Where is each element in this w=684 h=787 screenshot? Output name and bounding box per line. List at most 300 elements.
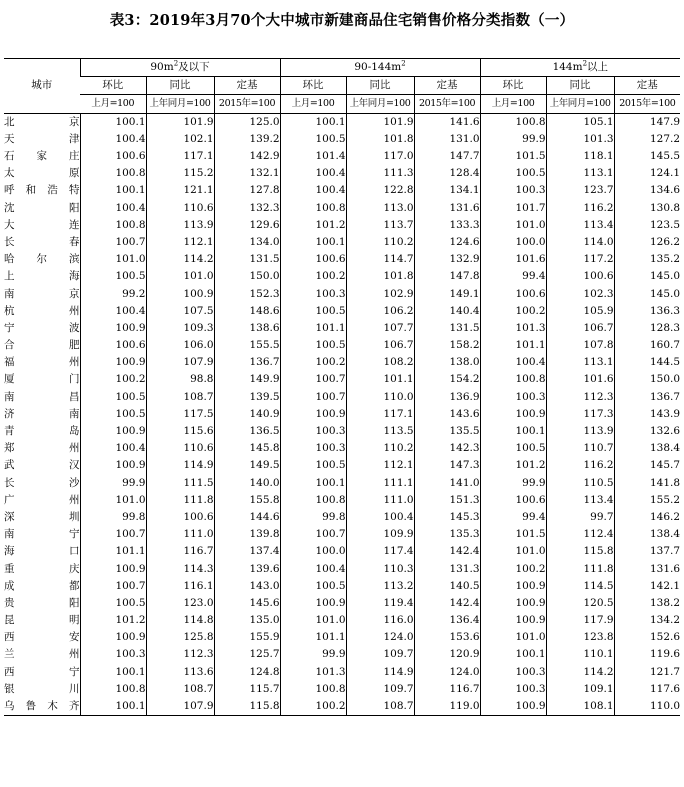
value-cell: 100.3: [280, 440, 346, 457]
table-row: [4, 251, 680, 268]
value-cell: 147.8: [414, 268, 480, 285]
metric-header: 同比: [146, 77, 214, 95]
value-cell: 100.2: [280, 268, 346, 285]
value-cell: 100.9: [80, 629, 146, 646]
value-cell: 100.4: [346, 509, 414, 526]
value-cell: 111.1: [346, 475, 414, 492]
city-cell: 贵阳: [4, 596, 80, 609]
value-cell: 108.7: [346, 698, 414, 716]
value-cell: 110.2: [346, 440, 414, 457]
value-cell: 100.7: [280, 389, 346, 406]
group-header: $90m^2$及以下: [80, 59, 280, 77]
value-cell: 100.2: [480, 303, 546, 320]
value-cell: 140.5: [414, 578, 480, 595]
value-cell: 111.5: [146, 475, 214, 492]
value-cell: 141.8: [614, 475, 680, 492]
value-cell: 136.5: [214, 423, 280, 440]
value-cell: 110.3: [346, 560, 414, 577]
value-cell: 111.3: [346, 165, 414, 182]
value-cell: 100.2: [80, 371, 146, 388]
value-cell: 100.9: [280, 595, 346, 612]
value-cell: 151.3: [414, 492, 480, 509]
value-cell: 99.4: [480, 509, 546, 526]
city-cell: 呼和浩特: [4, 184, 80, 197]
value-cell: 101.2: [280, 217, 346, 234]
value-cell: 101.9: [146, 113, 214, 131]
value-cell: 100.1: [480, 646, 546, 663]
value-cell: 142.4: [414, 543, 480, 560]
value-cell: 150.0: [214, 268, 280, 285]
value-cell: 100.7: [280, 371, 346, 388]
value-cell: 131.0: [414, 131, 480, 148]
value-cell: 155.9: [214, 629, 280, 646]
value-cell: 112.1: [146, 234, 214, 251]
value-cell: 105.1: [546, 113, 614, 131]
value-cell: 140.9: [214, 406, 280, 423]
table-row: [4, 457, 680, 474]
value-cell: 101.8: [346, 268, 414, 285]
table-row: [4, 681, 680, 698]
value-cell: 117.2: [546, 251, 614, 268]
city-cell: 成都: [4, 579, 80, 592]
value-cell: 116.1: [146, 578, 214, 595]
value-cell: 117.6: [614, 681, 680, 698]
value-cell: 102.1: [146, 131, 214, 148]
value-cell: 100.4: [480, 354, 546, 371]
value-cell: 135.5: [414, 423, 480, 440]
city-cell: 北京: [4, 115, 80, 128]
value-cell: 155.2: [614, 492, 680, 509]
unit-header: 上年同月=100: [546, 95, 614, 113]
value-cell: 110.2: [346, 234, 414, 251]
value-cell: 124.8: [214, 664, 280, 681]
value-cell: 113.4: [546, 217, 614, 234]
table-row: [4, 354, 680, 371]
value-cell: 100.4: [80, 131, 146, 148]
table-row: [4, 629, 680, 646]
value-cell: 100.2: [280, 354, 346, 371]
table-row: [4, 268, 680, 285]
value-cell: 138.4: [614, 440, 680, 457]
value-cell: 110.5: [546, 475, 614, 492]
value-cell: 114.9: [346, 664, 414, 681]
value-cell: 99.9: [280, 646, 346, 663]
value-cell: 120.5: [546, 595, 614, 612]
metric-header: 同比: [346, 77, 414, 95]
value-cell: 112.3: [146, 646, 214, 663]
value-cell: 99.8: [80, 509, 146, 526]
value-cell: 116.7: [414, 681, 480, 698]
value-cell: 100.3: [480, 389, 546, 406]
value-cell: 100.9: [80, 320, 146, 337]
value-cell: 101.0: [80, 492, 146, 509]
value-cell: 100.3: [480, 182, 546, 199]
city-cell: 银川: [4, 682, 80, 695]
value-cell: 133.3: [414, 217, 480, 234]
value-cell: 100.0: [280, 543, 346, 560]
table-row: [4, 578, 680, 595]
value-cell: 160.7: [614, 337, 680, 354]
table-row: [4, 475, 680, 492]
value-cell: 113.0: [346, 200, 414, 217]
value-cell: 101.1: [480, 337, 546, 354]
value-cell: 136.3: [614, 303, 680, 320]
table-row: [4, 509, 680, 526]
value-cell: 100.6: [80, 148, 146, 165]
value-cell: 113.5: [346, 423, 414, 440]
value-cell: 139.5: [214, 389, 280, 406]
value-cell: 99.9: [480, 131, 546, 148]
value-cell: 124.1: [614, 165, 680, 182]
value-cell: 137.7: [614, 543, 680, 560]
value-cell: 154.2: [414, 371, 480, 388]
value-cell: 100.5: [480, 165, 546, 182]
value-cell: 100.6: [480, 285, 546, 302]
table-row: [4, 698, 680, 716]
value-cell: 122.8: [346, 182, 414, 199]
value-cell: 131.6: [414, 200, 480, 217]
table-row: [4, 492, 680, 509]
value-cell: 134.0: [214, 234, 280, 251]
value-cell: 116.2: [546, 457, 614, 474]
value-cell: 100.9: [480, 406, 546, 423]
value-cell: 100.6: [546, 268, 614, 285]
value-cell: 100.3: [280, 423, 346, 440]
table-row: [4, 285, 680, 302]
value-cell: 102.9: [346, 285, 414, 302]
value-cell: 108.7: [146, 389, 214, 406]
value-cell: 114.8: [146, 612, 214, 629]
value-cell: 100.7: [80, 234, 146, 251]
value-cell: 100.4: [280, 182, 346, 199]
value-cell: 101.2: [80, 612, 146, 629]
value-cell: 145.0: [614, 268, 680, 285]
value-cell: 116.0: [346, 612, 414, 629]
table-body: [4, 113, 680, 716]
value-cell: 138.6: [214, 320, 280, 337]
value-cell: 127.8: [214, 182, 280, 199]
value-cell: 100.8: [80, 217, 146, 234]
value-cell: 107.7: [346, 320, 414, 337]
value-cell: 100.9: [80, 423, 146, 440]
table-row: [4, 182, 680, 199]
value-cell: 101.0: [480, 217, 546, 234]
value-cell: 139.8: [214, 526, 280, 543]
table-row: [4, 113, 680, 131]
value-cell: 108.1: [546, 698, 614, 716]
value-cell: 130.8: [614, 200, 680, 217]
city-cell: 兰州: [4, 648, 80, 661]
value-cell: 100.3: [280, 285, 346, 302]
value-cell: 117.1: [346, 406, 414, 423]
table-row: [4, 217, 680, 234]
value-cell: 148.6: [214, 303, 280, 320]
value-cell: 101.3: [546, 131, 614, 148]
value-cell: 114.0: [546, 234, 614, 251]
city-cell: 哈尔滨: [4, 253, 80, 266]
value-cell: 109.9: [346, 526, 414, 543]
value-cell: 100.5: [80, 406, 146, 423]
value-cell: 100.4: [80, 440, 146, 457]
unit-header: 上月=100: [80, 95, 146, 113]
value-cell: 100.5: [280, 303, 346, 320]
value-cell: 116.7: [146, 543, 214, 560]
header-row-units: [4, 95, 680, 113]
value-cell: 99.9: [80, 475, 146, 492]
value-cell: 147.9: [614, 113, 680, 131]
value-cell: 101.1: [280, 629, 346, 646]
value-cell: 101.0: [280, 612, 346, 629]
value-cell: 135.2: [614, 251, 680, 268]
value-cell: 149.1: [414, 285, 480, 302]
value-cell: 123.0: [146, 595, 214, 612]
metric-header: 环比: [80, 77, 146, 95]
table-row: [4, 303, 680, 320]
value-cell: 108.7: [146, 681, 214, 698]
value-cell: 119.6: [614, 646, 680, 663]
value-cell: 111.8: [546, 560, 614, 577]
value-cell: 139.2: [214, 131, 280, 148]
value-cell: 101.2: [480, 457, 546, 474]
value-cell: 100.9: [280, 406, 346, 423]
value-cell: 101.8: [346, 131, 414, 148]
value-cell: 115.8: [546, 543, 614, 560]
value-cell: 136.9: [414, 389, 480, 406]
city-cell: 太原: [4, 167, 80, 180]
value-cell: 115.6: [146, 423, 214, 440]
metric-header: 定基: [214, 77, 280, 95]
city-cell: 重庆: [4, 562, 80, 575]
value-cell: 110.0: [346, 389, 414, 406]
value-cell: 101.1: [280, 320, 346, 337]
table-row: [4, 543, 680, 560]
value-cell: 107.9: [146, 354, 214, 371]
value-cell: 100.7: [80, 526, 146, 543]
value-cell: 108.2: [346, 354, 414, 371]
value-cell: 112.3: [546, 389, 614, 406]
value-cell: 100.9: [146, 285, 214, 302]
city-cell: 西宁: [4, 665, 80, 678]
table-row: [4, 165, 680, 182]
value-cell: 100.6: [480, 492, 546, 509]
metric-header: 环比: [480, 77, 546, 95]
city-cell: 乌鲁木齐: [4, 698, 80, 716]
value-cell: 149.9: [214, 371, 280, 388]
value-cell: 138.0: [414, 354, 480, 371]
value-cell: 143.9: [614, 406, 680, 423]
value-cell: 101.6: [546, 371, 614, 388]
unit-header: 上年同月=100: [346, 95, 414, 113]
value-cell: 118.1: [546, 148, 614, 165]
value-cell: 142.3: [414, 440, 480, 457]
value-cell: 119.4: [346, 595, 414, 612]
value-cell: 100.4: [80, 303, 146, 320]
value-cell: 144.6: [214, 509, 280, 526]
value-cell: 113.1: [546, 165, 614, 182]
value-cell: 111.0: [346, 492, 414, 509]
table-row: [4, 526, 680, 543]
value-cell: 141.0: [414, 475, 480, 492]
value-cell: 106.7: [546, 320, 614, 337]
value-cell: 100.5: [280, 337, 346, 354]
value-cell: 114.7: [346, 251, 414, 268]
value-cell: 121.1: [146, 182, 214, 199]
value-cell: 100.5: [280, 578, 346, 595]
value-cell: 114.2: [146, 251, 214, 268]
value-cell: 128.4: [414, 165, 480, 182]
value-cell: 125.8: [146, 629, 214, 646]
value-cell: 123.8: [546, 629, 614, 646]
value-cell: 109.7: [346, 646, 414, 663]
value-cell: 155.8: [214, 492, 280, 509]
value-cell: 100.9: [80, 354, 146, 371]
table-row: [4, 371, 680, 388]
city-cell: 济南: [4, 407, 80, 420]
city-cell: 杭州: [4, 304, 80, 317]
value-cell: 106.0: [146, 337, 214, 354]
table-row: [4, 234, 680, 251]
value-cell: 100.5: [480, 440, 546, 457]
value-cell: 101.0: [480, 543, 546, 560]
city-cell: 武汉: [4, 459, 80, 472]
value-cell: 139.6: [214, 560, 280, 577]
value-cell: 100.1: [280, 234, 346, 251]
value-cell: 136.7: [214, 354, 280, 371]
table-row: [4, 423, 680, 440]
value-cell: 145.8: [214, 440, 280, 457]
value-cell: 114.3: [146, 560, 214, 577]
value-cell: 123.7: [546, 182, 614, 199]
table-row: [4, 664, 680, 681]
value-cell: 117.0: [346, 148, 414, 165]
value-cell: 100.4: [80, 200, 146, 217]
value-cell: 117.1: [146, 148, 214, 165]
value-cell: 114.2: [546, 664, 614, 681]
table-row: [4, 406, 680, 423]
value-cell: 113.4: [546, 492, 614, 509]
value-cell: 101.0: [480, 629, 546, 646]
value-cell: 109.1: [546, 681, 614, 698]
value-cell: 107.5: [146, 303, 214, 320]
value-cell: 113.1: [546, 354, 614, 371]
value-cell: 100.5: [80, 595, 146, 612]
unit-header: 上月=100: [280, 95, 346, 113]
value-cell: 100.6: [280, 251, 346, 268]
city-cell: 天津: [4, 132, 80, 145]
value-cell: 113.9: [546, 423, 614, 440]
value-cell: 100.0: [480, 234, 546, 251]
city-cell: 宁波: [4, 321, 80, 334]
city-cell: 厦门: [4, 373, 80, 386]
value-cell: 120.9: [414, 646, 480, 663]
value-cell: 112.1: [346, 457, 414, 474]
value-cell: 143.6: [414, 406, 480, 423]
value-cell: 131.5: [214, 251, 280, 268]
value-cell: 145.6: [214, 595, 280, 612]
value-cell: 109.3: [146, 320, 214, 337]
value-cell: 140.0: [214, 475, 280, 492]
value-cell: 116.2: [546, 200, 614, 217]
value-cell: 98.8: [146, 371, 214, 388]
value-cell: 129.6: [214, 217, 280, 234]
value-cell: 101.0: [146, 268, 214, 285]
value-cell: 111.8: [146, 492, 214, 509]
value-cell: 100.9: [480, 595, 546, 612]
value-cell: 140.4: [414, 303, 480, 320]
value-cell: 101.1: [80, 543, 146, 560]
value-cell: 152.6: [614, 629, 680, 646]
value-cell: 100.8: [280, 681, 346, 698]
city-cell: 长沙: [4, 476, 80, 489]
value-cell: 132.6: [614, 423, 680, 440]
city-cell: 石家庄: [4, 150, 80, 163]
table-row: [4, 646, 680, 663]
unit-header: 2015年=100: [214, 95, 280, 113]
value-cell: 117.3: [546, 406, 614, 423]
value-cell: 135.3: [414, 526, 480, 543]
value-cell: 100.8: [80, 681, 146, 698]
value-cell: 100.9: [480, 612, 546, 629]
value-cell: 99.8: [280, 509, 346, 526]
value-cell: 115.7: [214, 681, 280, 698]
value-cell: 146.2: [614, 509, 680, 526]
city-cell: 郑州: [4, 442, 80, 455]
value-cell: 131.3: [414, 560, 480, 577]
value-cell: 101.3: [280, 664, 346, 681]
value-cell: 100.1: [280, 475, 346, 492]
table-row: [4, 337, 680, 354]
value-cell: 100.9: [80, 457, 146, 474]
value-cell: 110.0: [614, 698, 680, 716]
value-cell: 100.2: [280, 698, 346, 716]
value-cell: 113.2: [346, 578, 414, 595]
value-cell: 100.1: [280, 113, 346, 131]
city-cell: 福州: [4, 356, 80, 369]
value-cell: 99.9: [480, 475, 546, 492]
value-cell: 117.5: [146, 406, 214, 423]
table-row: [4, 440, 680, 457]
table-row: [4, 148, 680, 165]
value-cell: 102.3: [546, 285, 614, 302]
value-cell: 100.7: [280, 526, 346, 543]
value-cell: 100.8: [480, 371, 546, 388]
value-cell: 147.3: [414, 457, 480, 474]
value-cell: 100.2: [480, 560, 546, 577]
table-title: 表3：2019年3月70个大中城市新建商品住宅销售价格分类指数（一）: [109, 12, 575, 29]
city-cell: 长春: [4, 235, 80, 248]
value-cell: 137.4: [214, 543, 280, 560]
value-cell: 124.0: [414, 664, 480, 681]
value-cell: 115.8: [214, 698, 280, 716]
metric-header: 环比: [280, 77, 346, 95]
value-cell: 100.7: [80, 578, 146, 595]
value-cell: 100.5: [80, 389, 146, 406]
value-cell: 123.5: [614, 217, 680, 234]
value-cell: 126.2: [614, 234, 680, 251]
value-cell: 101.4: [280, 148, 346, 165]
value-cell: 101.3: [480, 320, 546, 337]
value-cell: 109.7: [346, 681, 414, 698]
value-cell: 100.6: [80, 337, 146, 354]
header-row-metrics: [4, 77, 680, 95]
value-cell: 132.9: [414, 251, 480, 268]
value-cell: 113.7: [346, 217, 414, 234]
value-cell: 144.5: [614, 354, 680, 371]
value-cell: 100.8: [80, 165, 146, 182]
group-header: $90-144m^2$: [280, 59, 480, 77]
city-cell: 西安: [4, 631, 80, 644]
value-cell: 101.0: [80, 251, 146, 268]
